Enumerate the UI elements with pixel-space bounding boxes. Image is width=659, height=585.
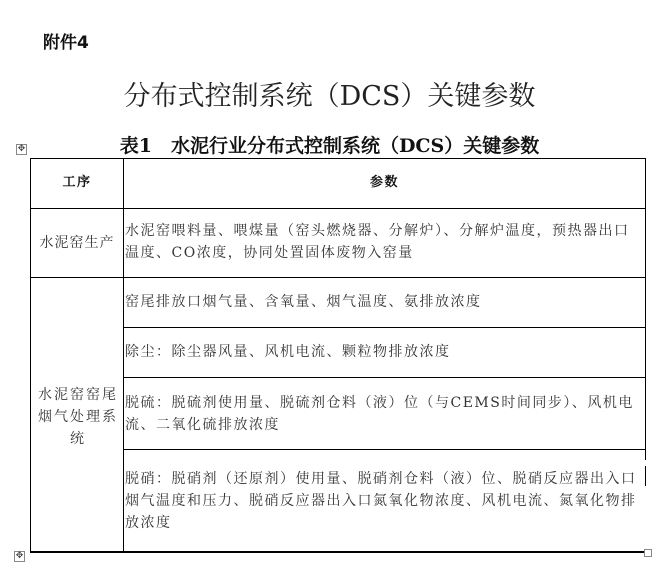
process-cell: 水泥窑窑尾烟气处理系统 xyxy=(38,387,118,447)
subrow-divider xyxy=(123,449,645,450)
process-cell: 水泥窑生产 xyxy=(39,235,115,251)
parameters-cell: 脱硝：脱硝剂（还原剂）使用量、脱硝剂仓料（液）位、脱硝反应器出入口烟气温度和压力、脱硝反应器出入口氮氧化物浓度、风机电流、氮氧化物排放浓度 xyxy=(125,471,637,531)
parameters-cell: 窑尾排放口烟气量、含氧量、烟气温度、氨排放浓度 xyxy=(125,294,482,310)
page-title: 分布式控制系统（DCS）关键参数 xyxy=(123,81,536,112)
table-border-left xyxy=(30,158,31,552)
column-divider xyxy=(123,158,124,552)
row-divider xyxy=(30,277,645,278)
row-divider xyxy=(30,208,645,209)
table-title: 表1 水泥行业分布式控制系统（DCS）关键参数 xyxy=(119,135,540,157)
parameters-table xyxy=(30,158,645,552)
table-border-right xyxy=(645,158,646,460)
table-border-right-lower xyxy=(645,466,646,486)
parameters-cell: 除尘：除尘器风量、风机电流、颗粒物排放浓度 xyxy=(125,344,451,360)
parameters-cell: 脱硫：脱硫剂使用量、脱硫剂仓料（液）位（与CEMS时间同步）、风机电流、二氧化硫排放浓度 xyxy=(125,395,634,433)
subrow-divider xyxy=(123,327,645,328)
move-handle-icon[interactable]: ✥ xyxy=(15,551,24,561)
attachment-label: 附件4 xyxy=(43,33,89,53)
move-handle-icon[interactable]: ✥ xyxy=(17,144,26,154)
parameters-cell: 水泥窑喂料量、喂煤量（窑头燃烧器、分解炉）、分解炉温度，预热器出口温度、CO浓度，协同处置固体废物入窑量 xyxy=(125,223,630,261)
header-parameters: 参数 xyxy=(369,175,399,190)
subrow-divider xyxy=(123,377,645,378)
header-process: 工序 xyxy=(62,175,92,190)
resize-handle-icon[interactable] xyxy=(644,549,652,557)
